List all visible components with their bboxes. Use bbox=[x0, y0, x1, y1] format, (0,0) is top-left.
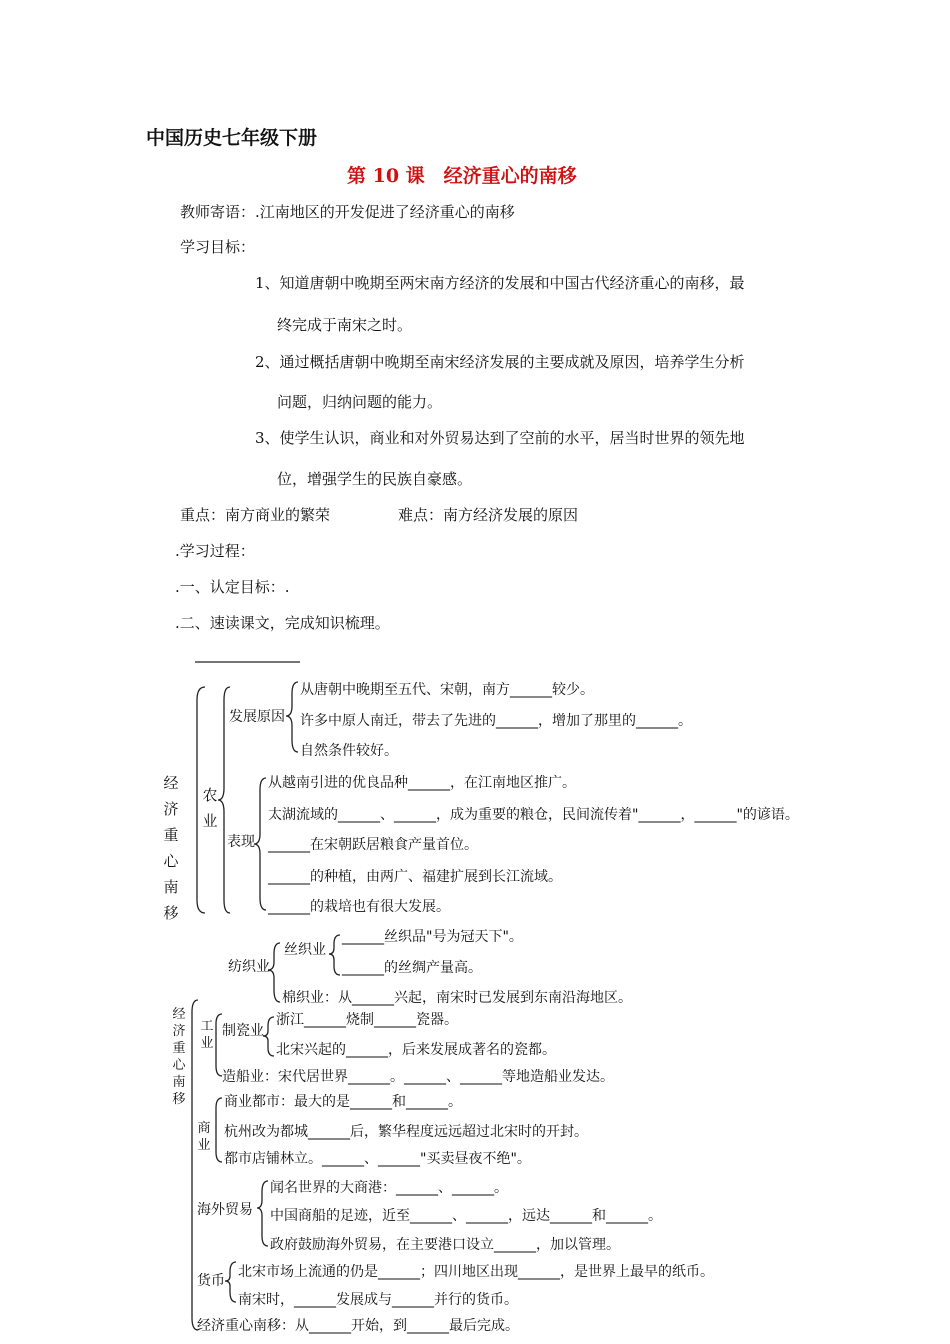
reason-1: 从唐朝中晚期至五代、宋朝，南方______较少。 bbox=[300, 682, 594, 698]
objective-3-line1: 3、使学生认识，商业和对外贸易达到了空前的水平，居当时世界的领先地 bbox=[255, 429, 745, 447]
trade-label: 海外贸易 bbox=[197, 1202, 253, 1218]
performance-3: ______在宋朝跃居粮食产量首位。 bbox=[268, 837, 478, 853]
trade-1: 闻名世界的大商港：______、______。 bbox=[270, 1180, 508, 1196]
lesson-title: 第 10 课 经济重心的南移 bbox=[347, 165, 577, 187]
currency-1: 北宋市场上流通的仍是______；四川地区出现______，是世界上最早的纸币。 bbox=[238, 1264, 714, 1280]
performance-2: 太湖流域的______、______，成为重要的粮仓，民间流传着"______，______"的谚语。 bbox=[268, 807, 799, 823]
performance-1: 从越南引进的优良品种______，在江南地区推广。 bbox=[268, 775, 576, 791]
reason-3: 自然条件较好。 bbox=[300, 743, 398, 759]
cotton-line: 棉织业：从______兴起，南宋时已发展到东南沿海地区。 bbox=[282, 990, 632, 1006]
chart1-root-label: 经济重心南移 bbox=[163, 774, 179, 922]
chart2-root-label: 经济重心南移 bbox=[172, 1007, 186, 1107]
industry-label: 工业 bbox=[200, 1019, 214, 1051]
porcelain-2: 北宋兴起的______，后来发展成著名的瓷都。 bbox=[276, 1042, 556, 1058]
objective-2-line1: 2、通过概括唐朝中晚期至南宋经济发展的主要成就及原因，培养学生分析 bbox=[255, 353, 745, 371]
difficult-point: 难点：南方经济发展的原因 bbox=[398, 506, 579, 524]
porcelain-label: 制瓷业 bbox=[222, 1023, 264, 1039]
commerce-3: 都市店铺林立。______、______"买卖昼夜不绝"。 bbox=[224, 1151, 531, 1167]
textile-label: 纺织业 bbox=[228, 959, 270, 975]
commerce-label: 商业 bbox=[197, 1121, 211, 1153]
objective-3-line2: 位，增强学生的民族自豪感。 bbox=[277, 470, 473, 488]
objective-1-line1: 1、知道唐朝中晚期至两宋南方经济的发展和中国古代经济重心的南移，最 bbox=[255, 274, 745, 292]
step-1: .一、认定目标：. bbox=[175, 578, 290, 596]
process-label: .学习过程： bbox=[175, 542, 255, 560]
performance-label: 表现 bbox=[227, 834, 255, 850]
objective-2-line2: 问题，归纳问题的能力。 bbox=[277, 393, 443, 411]
objective-1-line2: 终完成于南宋之时。 bbox=[277, 316, 413, 334]
final-line: 经济重心南移：从______开始，到______最后完成。 bbox=[197, 1318, 519, 1334]
book-title: 中国历史七年级下册 bbox=[146, 127, 318, 149]
commerce-1: 商业都市：最大的是______和______。 bbox=[224, 1094, 462, 1110]
teacher-words: 教师寄语：.江南地区的开发促进了经济重心的南移 bbox=[180, 203, 515, 221]
objectives-label: 学习目标： bbox=[180, 238, 256, 256]
shipbuilding-line: 造船业：宋代居世界______。______、______等地造船业发达。 bbox=[222, 1069, 614, 1085]
currency-2: 南宋时，______发展成与______并行的货币。 bbox=[238, 1292, 518, 1308]
currency-label: 货币 bbox=[197, 1273, 225, 1289]
reason-2: 许多中原人南迁，带去了先进的______，增加了那里的______。 bbox=[300, 713, 692, 729]
step-2: .二、速读课文，完成知识梳理。 bbox=[175, 614, 390, 632]
key-point: 重点：南方商业的繁荣 bbox=[180, 506, 331, 524]
performance-4: ______的种植，由两广、福建扩展到长江流域。 bbox=[268, 869, 562, 885]
silk-label: 丝织业 bbox=[284, 942, 326, 958]
reasons-label: 发展原因 bbox=[229, 709, 285, 725]
trade-2: 中国商船的足迹，近至______、______，远达______和______。 bbox=[270, 1208, 662, 1224]
trade-3: 政府鼓励海外贸易，在主要港口设立______，加以管理。 bbox=[270, 1237, 620, 1253]
performance-5: ______的栽培也有很大发展。 bbox=[268, 899, 450, 915]
porcelain-1: 浙江______烧制______瓷器。 bbox=[276, 1012, 458, 1028]
commerce-2: 杭州改为都城______后，繁华程度远远超过北宋时的开封。 bbox=[224, 1124, 588, 1140]
agriculture-label: 农业 bbox=[202, 786, 218, 830]
silk-2: ______的丝绸产量高。 bbox=[342, 960, 482, 976]
silk-1: ______丝织品"号为冠天下"。 bbox=[342, 929, 523, 945]
